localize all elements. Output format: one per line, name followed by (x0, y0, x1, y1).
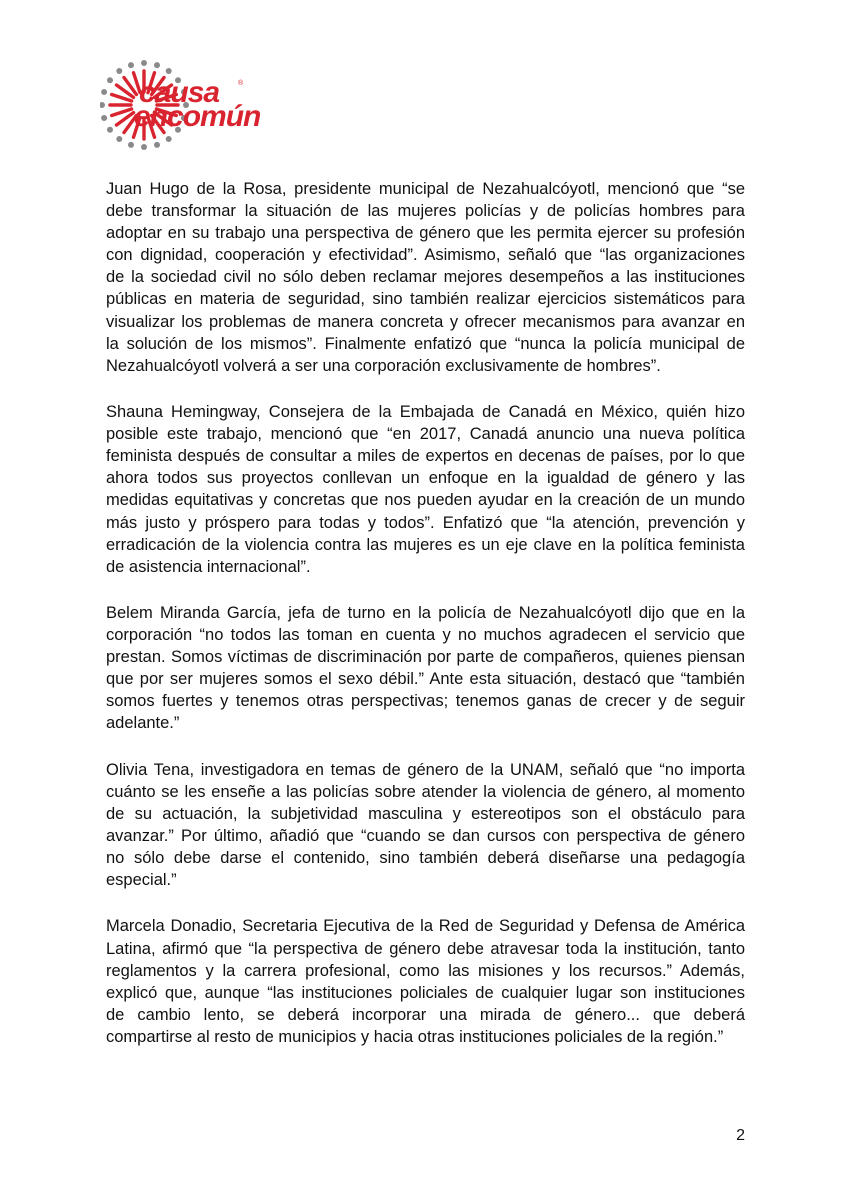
text-line: no sólo debe darse el contenido, sino también deberá diseñarse una pedagogía (106, 849, 745, 868)
paragraph-belem-miranda-garcia (106, 602, 745, 735)
text-line: especial.” (106, 871, 177, 890)
page-number: 2 (736, 1127, 745, 1144)
logo-dot (154, 142, 160, 148)
paragraph-olivia-tena (106, 759, 745, 892)
logo-dot (166, 68, 172, 74)
text-line: Latina, afirmó que “la perspectiva de género debe atravesar toda la institución, tanto (106, 939, 745, 958)
text-line: adelante.” (106, 714, 180, 733)
text-line: adoptar en su trabajo una perspectiva de género que les permita ejercer su profesión (106, 224, 745, 243)
text-line: Olivia Tena, investigadora en temas de género de la UNAM, señaló que “no importa (106, 760, 745, 779)
paragraph-juan-hugo-de-la-rosa (106, 178, 745, 377)
logo-dot (100, 102, 105, 108)
text-line: de su actuación, la subjetividad masculina y estereotipos son el obstáculo para (106, 804, 745, 823)
paragraph-shauna-hemingway (106, 401, 745, 578)
logo-dot (154, 62, 160, 68)
text-line: Belem Miranda García, jefa de turno en la policía de Nezahualcóyotl dijo que en la (106, 603, 745, 622)
logo-dot (101, 115, 107, 121)
text-line: prestan. Somos víctimas de discriminación por parte de compañeros, quienes piensan (106, 648, 745, 667)
logo-dot (107, 77, 113, 83)
text-line: erradicación de la violencia contra las mujeres es un eje clave en la política feminista (106, 535, 745, 554)
text-line: de la sociedad civil no sólo deben reclamar mejores desempeños a las instituciones (106, 268, 745, 287)
text-line: Juan Hugo de la Rosa, presidente municipal de Nezahualcóyotl, mencionó que “se (106, 180, 745, 198)
logo-dot (116, 136, 122, 142)
logo-dot (128, 62, 134, 68)
text-line: de asistencia internacional”. (106, 557, 311, 576)
text-line: con dignidad, cooperación y efectividad”. Asimismo, señaló que “las organizaciones (106, 246, 745, 265)
text-line: Shauna Hemingway, Consejera de la Embajada de Canadá en México, quién hizo (106, 403, 745, 422)
logo-dot (116, 68, 122, 74)
document-body (106, 178, 745, 1072)
text-line: cuánto se les enseñe a las policías sobre atender la violencia de género, al momento (106, 782, 745, 801)
logo-dot (166, 136, 172, 142)
text-line: medidas equitativas y concretas que nos pueden ayudar en la creación de un mundo (106, 491, 745, 510)
text-line: posible este trabajo, mencionó que “en 2017, Canadá anuncio una nueva política (106, 425, 745, 444)
paragraph-marcela-donadio (106, 915, 745, 1048)
text-line: ahora todos sus proyectos conllevan un enfoque en la igualdad de género y las (106, 469, 745, 488)
causa-en-comun-logo (100, 48, 270, 163)
text-line: debe transformar la situación de las mujeres policías y de policías hombres para (106, 202, 745, 221)
logo-word-encomun: encomún (134, 100, 261, 133)
text-line: más justo y próspero para todas y todos”. Enfatizó que “la atención, prevención y (106, 513, 745, 532)
logo-dot (141, 60, 147, 66)
text-line: de cambio lento, se deberá incorporar una mirada de género... que deberá (106, 1005, 745, 1024)
logo-dot (101, 89, 107, 95)
logo-dot (107, 127, 113, 133)
text-line: que por ser mujeres somos el sexo débil.” Ante esta situación, destacó que “también (106, 670, 745, 689)
text-line: somos fuertes y tenemos otras perspectivas; tenemos ganas de crecer y de seguir (106, 692, 745, 711)
text-line: compartirse al resto de municipios y hacia otras instituciones policiales de la región.” (106, 1027, 724, 1046)
text-line: la solución de los mismos”. Finalmente enfatizó que “nunca la policía municipal de (106, 334, 745, 353)
text-line: explicó que, aunque “las instituciones policiales de cualquier lugar son instituciones (106, 983, 745, 1002)
text-line: reglamentos y la carrera profesional, como las misiones y los recursos.” Además, (106, 961, 745, 980)
text-line: feminista después de consultar a miles de expertos en decenas de países, por lo que (106, 447, 745, 466)
text-line: corporación “no todos las toman en cuenta y no muchos agradecen el servicio que (106, 626, 745, 645)
logo-dot (128, 142, 134, 148)
logo-registered-mark: ® (238, 80, 244, 87)
text-line: Nezahualcóyotl volverá a ser una corporación exclusivamente de hombres”. (106, 356, 661, 375)
text-line: Marcela Donadio, Secretaria Ejecutiva de la Red de Seguridad y Defensa de América (106, 917, 745, 936)
logo-dot (141, 144, 147, 150)
text-line: visualizar los problemas de manera concreta y ofrecer mecanismos para avanzar en (106, 312, 745, 331)
text-line: avanzar.” Por último, añadió que “cuando se dan cursos con perspectiva de género (106, 827, 745, 845)
text-line: públicas en materia de seguridad, sino también realizar ejercicios sistemáticos para (106, 290, 745, 309)
logo-word-causa: causa (139, 76, 220, 109)
